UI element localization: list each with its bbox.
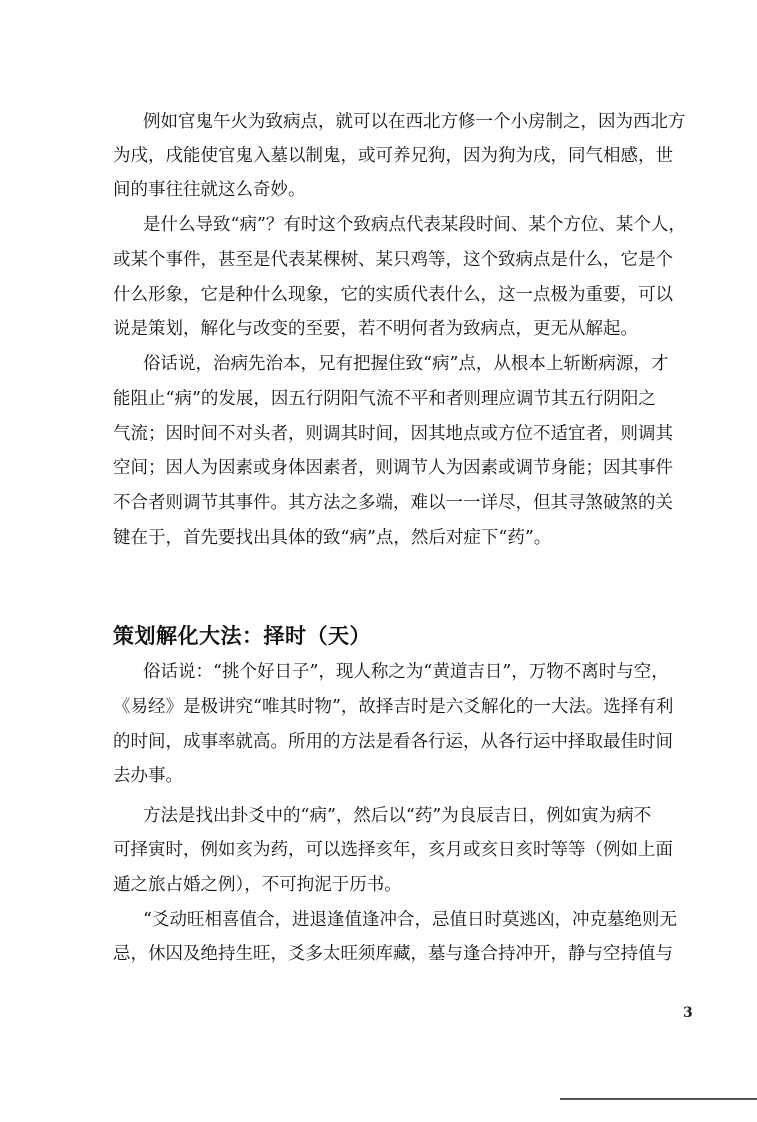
text-line: 能阻止“病”的发展，因五行阴阳气流不平和者则理应调节其五行阴阳之: [113, 389, 656, 409]
text-line: 或某个事件，甚至是代表某棵树、某只鸡等，这个致病点是什么，它是个: [113, 250, 673, 270]
text-line: 的时间，成事率就高。所用的方法是看各行运，从各行运中择取最佳时间: [113, 732, 673, 752]
text-line: 可择寅时，例如亥为药，可以选择亥年，亥月或亥日亥时等等（例如上面: [113, 840, 673, 860]
text-line: 俗话说，治病先治本，兄有把握住致“病”点，从根本上斩断病源，才: [143, 354, 669, 374]
page-number: 3: [683, 1005, 693, 1021]
text-line: 是什么导致“病”？有时这个致病点代表某段时间、某个方位、某个人，: [143, 215, 686, 235]
scan-artifact-line: [560, 1098, 757, 1100]
text-line: 什么形象，它是种什么现象，它的实质代表什么，这一点极为重要，可以: [113, 285, 673, 305]
text-line: 说是策划，解化与改变的至要，若不明何者为致病点，更无从解起。: [113, 319, 638, 339]
text-line: 空间；因人为因素或身体因素者，则调节人为因素或调节身能；因其事件: [113, 458, 673, 478]
text-line: 气流；因时间不对头者，则调其时间，因其地点或方位不适宜者，则调其: [113, 424, 673, 444]
text-line: 遁之旅占婚之例），不可拘泥于历书。: [113, 875, 402, 895]
text-line: “爻动旺相喜值合，进退逢值逢冲合，忌值日时莫逃凶，冲克墓绝则无: [143, 910, 677, 930]
text-line: 不合者则调节其事件。其方法之多端，难以一一详尽，但其寻煞破煞的关: [113, 493, 673, 513]
text-line: 去办事。: [113, 766, 183, 786]
text-line: 俗话说：“挑个好日子”，现人称之为“黄道吉日”，万物不离时与空，: [143, 662, 669, 682]
text-line: 键在于，首先要找出具体的致“病”点，然后对症下“药”。: [113, 528, 552, 548]
text-line: 忌，休囚及绝持生旺，爻多太旺须库藏，墓与逢合持冲开，静与空持值与: [113, 944, 673, 964]
section-heading: 策划解化大法：择时（天）: [113, 623, 371, 648]
text-line: 《易经》是极讲究“唯其时物”，故择吉时是六爻解化的一大法。选择有利: [113, 697, 674, 717]
text-line: 为戌，戌能使官鬼入墓以制鬼，或可养兄狗，因为狗为戌，同气相感，世: [113, 146, 673, 166]
text-line: 方法是找出卦爻中的“病”，然后以“药”为良辰吉日，例如寅为病不: [143, 806, 652, 826]
text-line: 例如官鬼午火为致病点，就可以在西北方修一个小房制之，因为西北方: [143, 112, 686, 132]
text-line: 间的事往往就这么奇妙。: [113, 180, 306, 200]
